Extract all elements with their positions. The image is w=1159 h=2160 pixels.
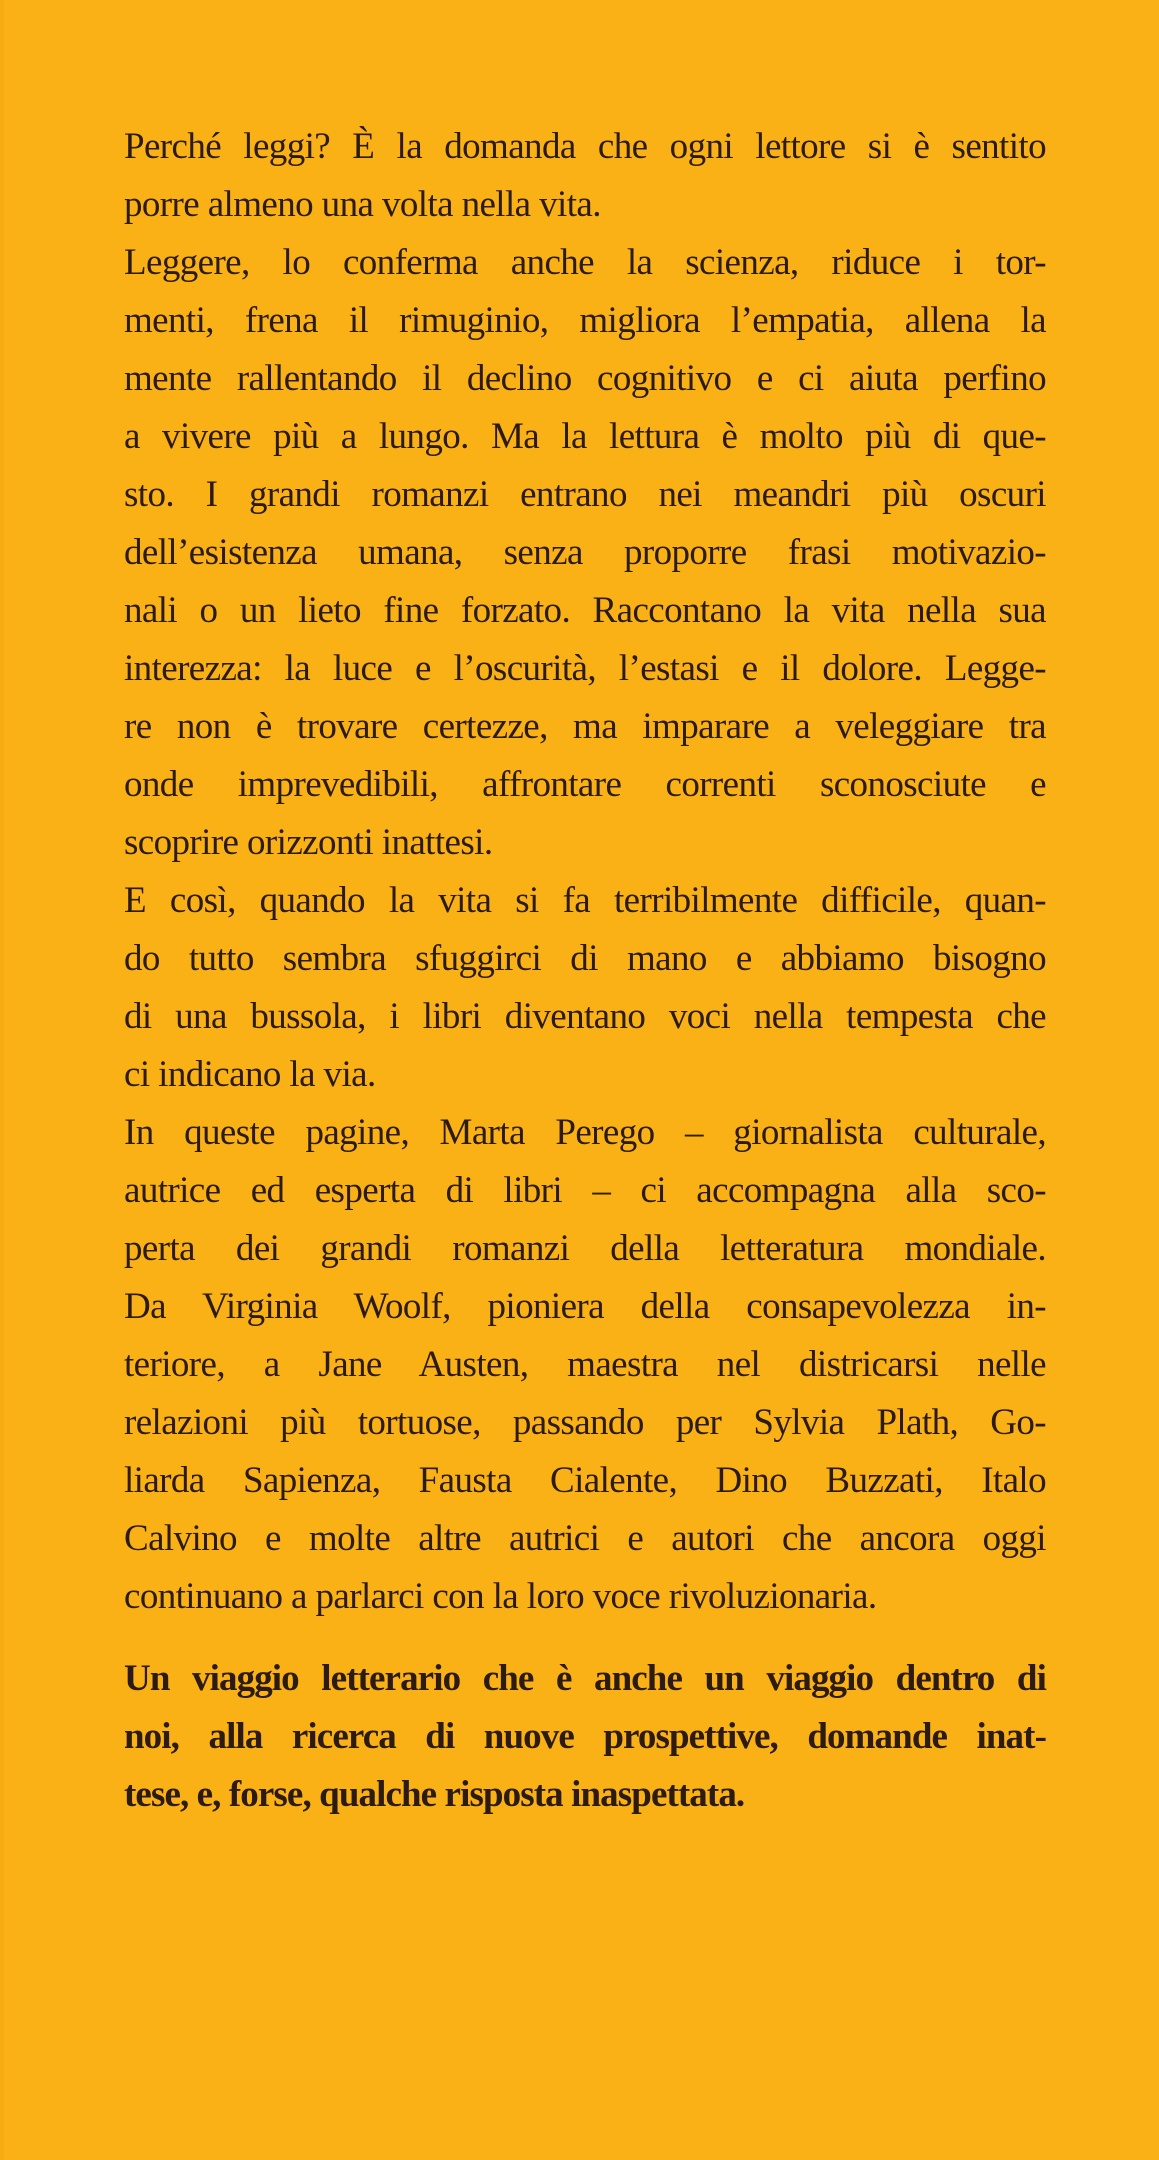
- text-line: perta dei grandi romanzi della letteratura mondiale.: [124, 1228, 1046, 1269]
- text-line: continuano a parlarci con la loro voce rivoluzionaria.: [124, 1576, 877, 1617]
- text-line: Calvino e molte altre autrici e autori che ancora oggi: [124, 1518, 1046, 1559]
- text-line: menti, frena il rimuginio, migliora l’empatia, allena la: [124, 300, 1046, 341]
- tagline: [124, 1650, 1046, 1824]
- text-line: ci indicano la via.: [124, 1054, 376, 1095]
- text-line: scoprire orizzonti inattesi.: [124, 822, 493, 863]
- text-line: E così, quando la vita si fa terribilmente difficile, quan-: [124, 880, 1046, 921]
- text-line: a vivere più a lungo. Ma la lettura è molto più di que-: [124, 416, 1046, 457]
- text-line: mente rallentando il declino cognitivo e ci aiuta perfino: [124, 358, 1046, 399]
- text-line: nali o un lieto fine forzato. Raccontano la vita nella sua: [124, 590, 1046, 631]
- text-line: porre almeno una volta nella vita.: [124, 184, 601, 225]
- text-line: Da Virginia Woolf, pioniera della consapevolezza in-: [124, 1286, 1046, 1327]
- paragraph-author: [124, 1104, 1046, 1626]
- text-line: sto. I grandi romanzi entrano nei meandri più oscuri: [124, 474, 1046, 515]
- tagline-line: tese, e, forse, qualche risposta inaspettata.: [124, 1774, 745, 1815]
- text-line: do tutto sembra sfuggirci di mano e abbiamo bisogno: [124, 938, 1046, 979]
- text-line: teriore, a Jane Austen, maestra nel districarsi nelle: [124, 1344, 1046, 1385]
- paragraph-science: [124, 234, 1046, 872]
- paragraph-compass: [124, 872, 1046, 1104]
- back-cover-text: [124, 118, 1046, 1824]
- text-line: Perché leggi? È la domanda che ogni lettore si è sentito: [124, 126, 1046, 167]
- text-line: re non è trovare certezze, ma imparare a veleggiare tra: [124, 706, 1046, 747]
- text-line: autrice ed esperta di libri – ci accompagna alla sco-: [124, 1170, 1046, 1211]
- text-line: di una bussola, i libri diventano voci nella tempesta che: [124, 996, 1046, 1037]
- text-line: In queste pagine, Marta Perego – giornalista culturale,: [124, 1112, 1046, 1153]
- text-line: liarda Sapienza, Fausta Cialente, Dino Buzzati, Italo: [124, 1460, 1046, 1501]
- tagline-line: Un viaggio letterario che è anche un viaggio dentro di: [124, 1658, 1046, 1699]
- text-line: relazioni più tortuose, passando per Sylvia Plath, Go-: [124, 1402, 1046, 1443]
- text-line: onde imprevedibili, affrontare correnti sconosciute e: [124, 764, 1046, 805]
- page-edge: [0, 0, 4, 2160]
- text-line: interezza: la luce e l’oscurità, l’estasi e il dolore. Legge-: [124, 648, 1046, 689]
- paragraph-question: [124, 118, 1046, 234]
- tagline-line: noi, alla ricerca di nuove prospettive, domande inat-: [124, 1716, 1046, 1757]
- text-line: Leggere, lo conferma anche la scienza, riduce i tor-: [124, 242, 1046, 283]
- text-line: dell’esistenza umana, senza proporre frasi motivazio-: [124, 532, 1046, 573]
